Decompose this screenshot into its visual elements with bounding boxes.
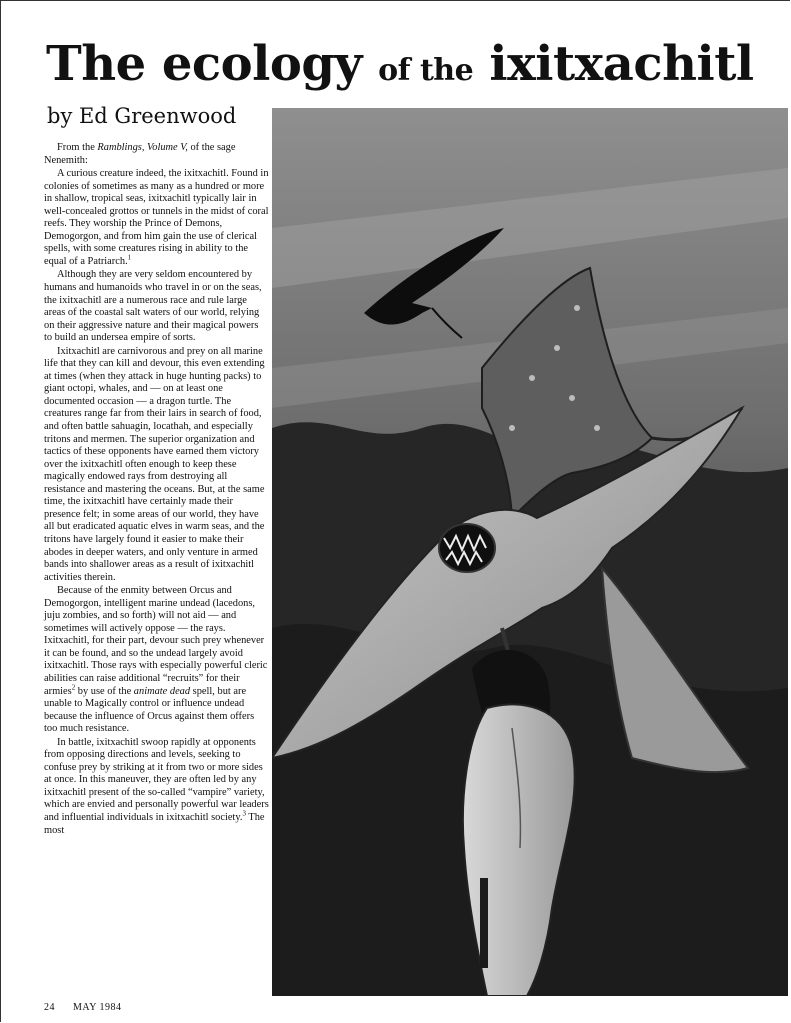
paragraph-1: A curious creature indeed, the ixitxachitl. Found in colonies of sometimes as many as a hundred or more in shallow, tropical seas, ixitxachitl typically lair in well-concealed grottos or tunnels in the midst of coral reefs. They worship the Prince of Demons, Demogorgon, and from him gain the use of clerical spells, with some creatures rising in ability to the equal of a Patriarch.$^1$ — [44, 168, 269, 267]
title-part-3: ixitxachitl — [489, 36, 754, 92]
article-title — [46, 36, 754, 92]
merman-weapon — [480, 878, 488, 968]
body-column — [44, 142, 269, 838]
ray-mouth — [439, 524, 495, 572]
page-footer — [44, 1002, 122, 1013]
paragraph-2: Although they are very seldom encountered by humans and humanoids who travel in or on the seas, the ixitxachitl are a numerous race and rule large areas of the coastal salt waters of our world, relying on their aggressive nature and their magical powers to build an undersea empire of sorts. — [44, 269, 262, 344]
spell-name: animate dead — [133, 685, 191, 697]
page-number: 24 — [44, 1002, 55, 1013]
ixitxachitl-illustration — [272, 108, 788, 996]
byline: by Ed Greenwood — [47, 104, 237, 128]
paragraph-5: In battle, ixitxachitl swoop rapidly at opponents from opposing directions and levels, seeking to confuse prey by striking at it from two or more sides at once. In this maneuver, they are often led by any ixitxachitl present of the so-called “vampire” variety, which are envied and personally powerful war leaders and influential individuals in ixitxachitl society.$^3$ The most — [44, 736, 269, 836]
source-title: Ramblings, Volume V, — [97, 142, 188, 153]
issue-date: MAY 1984 — [73, 1002, 122, 1013]
intro-paragraph: From the Ramblings, Volume V, of the sage Nenemith: — [44, 142, 236, 166]
title-part-2: of the — [378, 53, 474, 88]
paragraph-3: Ixitxachitl are carnivorous and prey on all marine life that they can kill and devour, this even extending at times (when they attack in huge hunting packs) to giant octopi, whales, and — on at least one documented occasion — a dragon turtle. The creatures range far from their lairs in search of food, and often battle sahuagin, locathah, and especially tritons and mermen. The superior organization and tactics of these opponents have earned them victory over the ixitxachitl often enough to keep these magically endowed rays from destroying all resistance and mastering the oceans. But, at the same time, the ixitxachitl have certainly made their presence felt; in some areas of our world, they have all but eradicated aquatic elves in warm seas, and the tritons have largely found it easier to make their abodes in deeper waters, and only venture in armed bands into shallower areas as a result of ixitxachitl activities therein. — [44, 345, 265, 583]
paragraph-4: Because of the enmity between Orcus and Demogorgon, intelligent marine undead (lacedons, juju zombies, and so forth) will not aid — and sometimes will actively oppose — the rays. Ixitxachitl, for their part, devour such prey whenever it can be found, and so the undead largely avoid ixitxachitl. Those rays with especially powerful cleric abilities can raise additional “recruits” for their armies$^2$ by use of the animate dead spell, but are unable to Magically control or influence undead because the influence of Orcus against them offers too much resistance. — [44, 585, 268, 735]
footnote-ref-1: 1 — [127, 253, 132, 262]
title-part-1: The ecology — [46, 36, 362, 92]
footnote-ref-3: 3 — [242, 809, 246, 818]
footnote-ref-2: 2 — [71, 683, 76, 692]
